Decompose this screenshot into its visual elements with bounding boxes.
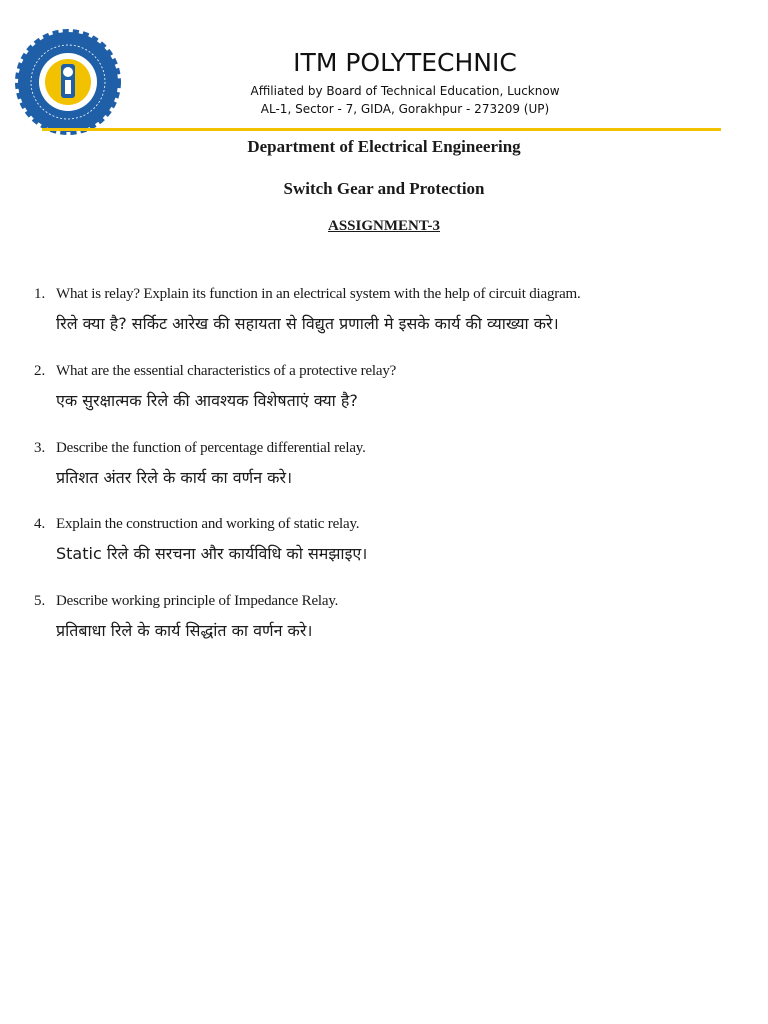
department-heading: Department of Electrical Engineering: [247, 137, 521, 156]
question-english: Describe the function of percentage differential relay.: [56, 440, 366, 456]
assignment-title: ASSIGNMENT-3: [328, 218, 440, 234]
question-hindi: Static रिले की सरचना और कार्यविधि को समझाइए।: [56, 544, 368, 563]
question-hindi: एक सुरक्षात्मक रिले की आवश्यक विशेषताएं क्या है?: [56, 391, 358, 410]
question-number: 1.: [34, 286, 46, 302]
question-english: Explain the construction and working of static relay.: [56, 516, 360, 532]
question-english: What is relay? Explain its function in an electrical system with the help of circuit diagram.: [56, 286, 581, 302]
question-hindi: रिले क्या है? सर्किट आरेख की सहायता से विद्युत प्रणाली मे इसके कार्य की व्याख्या करे।: [56, 314, 559, 333]
question-number: 4.: [34, 516, 46, 532]
header-divider: [42, 128, 721, 131]
question-number: 3.: [34, 440, 46, 456]
gear-seal-logo-icon: [18, 32, 118, 132]
question-number: 5.: [34, 593, 46, 609]
question-english: What are the essential characteristics of a protective relay?: [56, 363, 397, 379]
affiliation-line: Affiliated by Board of Technical Education, Lucknow: [250, 84, 560, 98]
institute-name: ITM POLYTECHNIC: [293, 48, 517, 77]
subject-heading: Switch Gear and Protection: [283, 179, 485, 198]
question-hindi: प्रतिशत अंतर रिले के कार्य का वर्णन करे।: [56, 468, 293, 487]
question-number: 2.: [34, 363, 46, 379]
address-line: AL-1, Sector - 7, GIDA, Gorakhpur - 273209 (UP): [260, 102, 550, 116]
institute-logo: [14, 28, 122, 136]
question-hindi: प्रतिबाधा रिले के कार्य सिद्धांत का वर्णन करे।: [56, 621, 313, 640]
question-english: Describe working principle of Impedance Relay.: [56, 593, 339, 609]
